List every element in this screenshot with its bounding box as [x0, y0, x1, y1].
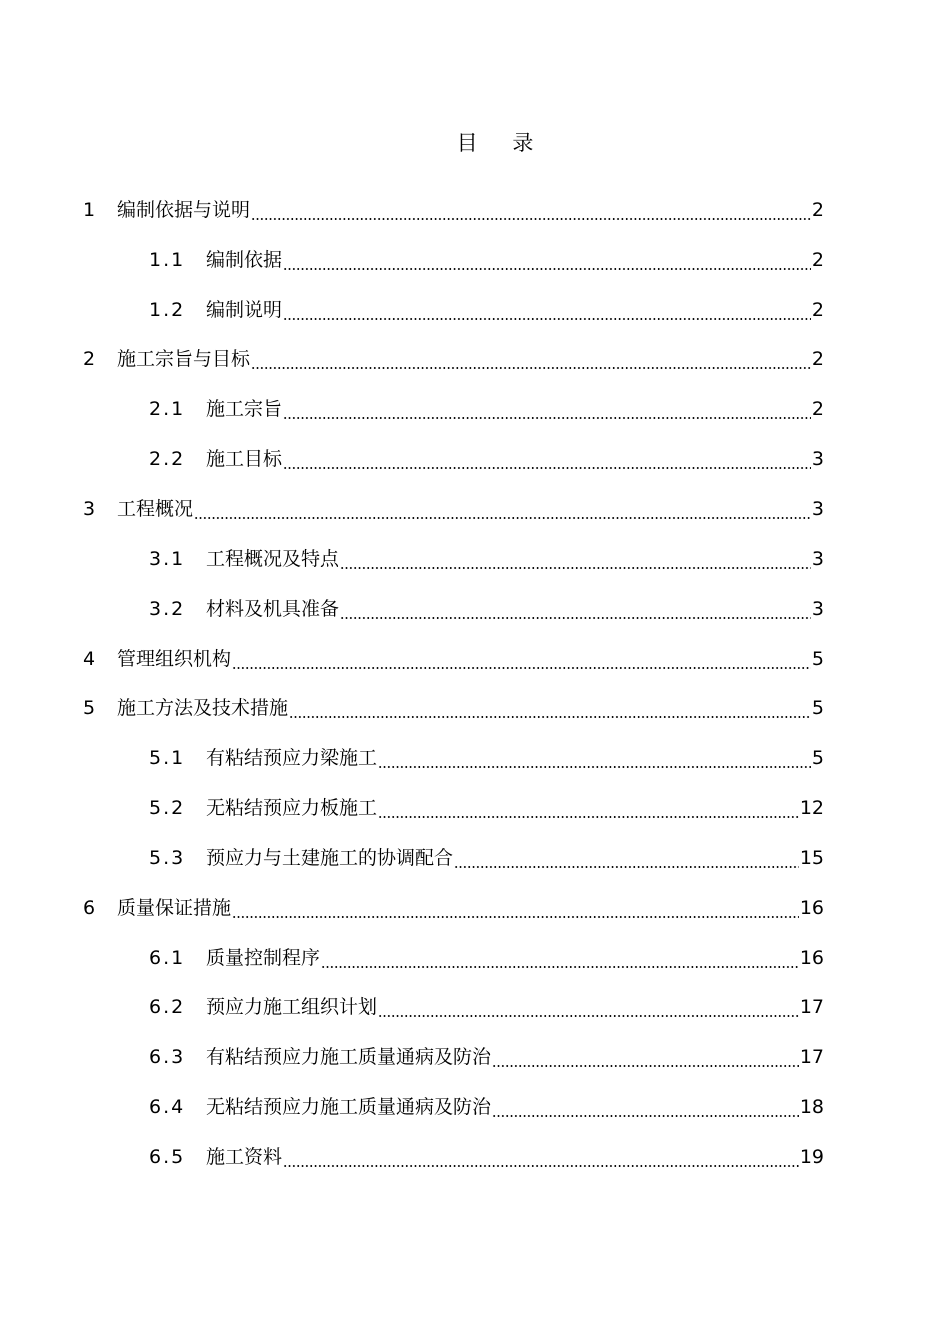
dot-leader	[283, 245, 811, 275]
toc-entry-2-2[interactable]	[149, 434, 824, 484]
dot-leader	[194, 494, 811, 524]
dot-leader	[251, 344, 811, 374]
toc-entry-page: 18	[799, 1096, 824, 1119]
toc-entry-4[interactable]	[83, 634, 824, 684]
toc-entry-page: 5	[811, 697, 824, 720]
toc-entry-text: 施工目标	[206, 448, 283, 471]
toc-entry-number: 3	[83, 497, 96, 520]
toc-entry-page: 12	[799, 797, 824, 820]
dot-leader	[492, 1092, 799, 1122]
toc-entry-number: 5.1	[149, 747, 186, 770]
toc-entry-3[interactable]	[83, 484, 824, 534]
toc-entry-text: 编制依据与说明	[117, 198, 251, 221]
dot-leader	[232, 893, 799, 923]
dot-leader	[378, 743, 811, 773]
toc-entry-1[interactable]	[83, 185, 824, 235]
dot-leader	[340, 594, 811, 624]
toc-entry-text: 管理组织机构	[117, 647, 232, 670]
toc-entry-number: 6.1	[149, 946, 186, 969]
toc-entry-text: 编制说明	[206, 298, 283, 321]
toc-entry-text: 工程概况	[117, 497, 194, 520]
toc-entry-text: 施工方法及技术措施	[117, 697, 289, 720]
dot-leader	[251, 195, 811, 225]
toc-entry-page: 3	[811, 597, 824, 620]
dot-leader	[232, 644, 811, 674]
toc-entry-number: 1.1	[149, 248, 186, 271]
dot-leader	[283, 394, 811, 424]
toc-entry-text: 施工资料	[206, 1145, 283, 1168]
dot-leader	[492, 1042, 799, 1072]
toc-entry-3-2[interactable]	[149, 584, 824, 634]
toc-entry-6-1[interactable]	[149, 933, 824, 983]
toc-entry-text: 工程概况及特点	[206, 547, 340, 570]
dot-leader	[321, 943, 799, 973]
toc-title: 目 录	[456, 131, 548, 155]
toc-entry-1-2[interactable]	[149, 285, 824, 335]
toc-entry-3-1[interactable]	[149, 534, 824, 584]
toc-entry-number: 6.2	[149, 996, 186, 1019]
toc-entry-number: 2.2	[149, 448, 186, 471]
dot-leader	[340, 544, 811, 574]
toc-entry-page: 3	[811, 448, 824, 471]
toc-entry-page: 15	[799, 846, 824, 869]
dot-leader	[289, 693, 811, 723]
toc-entry-text: 施工宗旨与目标	[117, 348, 251, 371]
toc-entry-number: 5	[83, 697, 96, 720]
dot-leader	[378, 992, 799, 1022]
toc-entry-page: 2	[811, 198, 824, 221]
toc-entry-5-1[interactable]	[149, 733, 824, 783]
dot-leader	[283, 1142, 799, 1172]
toc-entry-6[interactable]	[83, 883, 824, 933]
toc-entry-page: 3	[811, 547, 824, 570]
dot-leader	[283, 295, 811, 325]
toc-entry-page: 16	[799, 946, 824, 969]
toc-entry-page: 2	[811, 298, 824, 321]
toc-entry-text: 编制依据	[206, 248, 283, 271]
toc-entry-number: 6.3	[149, 1046, 186, 1069]
toc-entry-6-2[interactable]	[149, 983, 824, 1033]
toc-entry-2-1[interactable]	[149, 384, 824, 434]
toc-entry-number: 6.5	[149, 1145, 186, 1168]
toc-entry-page: 19	[799, 1145, 824, 1168]
toc-entry-number: 5.2	[149, 797, 186, 820]
toc-entry-number: 2	[83, 348, 96, 371]
toc-entry-text: 材料及机具准备	[206, 597, 340, 620]
toc-list	[0, 185, 950, 1182]
toc-entry-6-4[interactable]	[149, 1082, 824, 1132]
toc-entry-page: 17	[799, 996, 824, 1019]
toc-entry-5[interactable]	[83, 683, 824, 733]
toc-entry-page: 3	[811, 497, 824, 520]
toc-entry-text: 质量控制程序	[206, 946, 321, 969]
toc-entry-6-5[interactable]	[149, 1132, 824, 1182]
dot-leader	[378, 793, 799, 823]
toc-entry-text: 有粘结预应力施工质量通病及防治	[206, 1046, 492, 1069]
toc-entry-text: 无粘结预应力施工质量通病及防治	[206, 1096, 492, 1119]
toc-entry-text: 无粘结预应力板施工	[206, 797, 378, 820]
dot-leader	[283, 444, 811, 474]
toc-entry-page: 17	[799, 1046, 824, 1069]
toc-entry-number: 3.1	[149, 547, 186, 570]
toc-entry-number: 2.1	[149, 398, 186, 421]
toc-entry-page: 2	[811, 348, 824, 371]
toc-entry-6-3[interactable]	[149, 1032, 824, 1082]
toc-entry-2[interactable]	[83, 335, 824, 385]
toc-entry-page: 16	[799, 896, 824, 919]
toc-entry-number: 1	[83, 198, 96, 221]
toc-entry-number: 5.3	[149, 846, 186, 869]
dot-leader	[454, 843, 799, 873]
toc-entry-number: 4	[83, 647, 96, 670]
toc-entry-text: 预应力施工组织计划	[206, 996, 378, 1019]
toc-entry-5-3[interactable]	[149, 833, 824, 883]
toc-entry-number: 6	[83, 896, 96, 919]
toc-entry-page: 5	[811, 647, 824, 670]
toc-entry-1-1[interactable]	[149, 235, 824, 285]
toc-entry-text: 有粘结预应力梁施工	[206, 747, 378, 770]
toc-entry-number: 3.2	[149, 597, 186, 620]
toc-entry-number: 1.2	[149, 298, 186, 321]
toc-entry-text: 预应力与土建施工的协调配合	[206, 846, 454, 869]
toc-entry-page: 2	[811, 398, 824, 421]
toc-entry-text: 质量保证措施	[117, 896, 232, 919]
toc-entry-5-2[interactable]	[149, 783, 824, 833]
toc-entry-number: 6.4	[149, 1096, 186, 1119]
toc-entry-page: 2	[811, 248, 824, 271]
toc-entry-page: 5	[811, 747, 824, 770]
toc-entry-text: 施工宗旨	[206, 398, 283, 421]
